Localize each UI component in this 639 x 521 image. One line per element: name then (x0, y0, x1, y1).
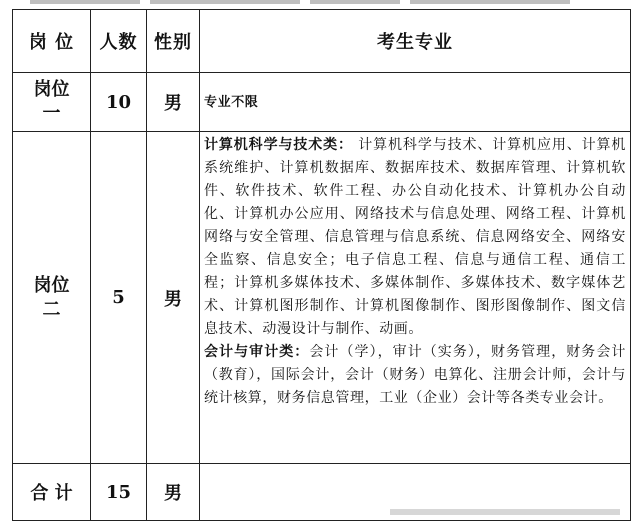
position-number: 一 (42, 103, 61, 124)
table-row (13, 73, 631, 132)
header-position: 岗 位 (13, 10, 91, 73)
position-label: 岗位 (33, 274, 70, 296)
gender-cell: 男 (147, 132, 200, 464)
category-label: 会计与审计类： (204, 344, 310, 360)
major-category-accounting (204, 341, 626, 410)
total-label: 合 计 (13, 464, 91, 521)
header-major: 考生专业 (200, 10, 631, 73)
count-cell: 10 (91, 73, 147, 132)
total-count: 15 (91, 464, 147, 521)
gender-cell: 男 (147, 73, 200, 132)
total-gender: 男 (147, 464, 200, 521)
major-cell (200, 132, 631, 464)
table-row (13, 132, 631, 464)
header-count: 人数 (91, 10, 147, 73)
position-number: 二 (42, 298, 61, 320)
header-gender: 性别 (147, 10, 200, 73)
position-label: 岗位 (33, 79, 70, 100)
position-cell (13, 73, 91, 132)
category-majors: 会计（学），审计（实务），财务管理，财务会计（教育），国际会计，会计（财务）电算化、注册会计师，会计与统计核算，财务信息管理，工业（企业）会计等各类专业会计。 (204, 344, 627, 406)
position-cell (13, 132, 91, 464)
major-category-computer (204, 134, 626, 341)
category-majors: 计算机科学与技术、计算机应用、计算机系统维护、计算机数据库、数据库技术、数据库管理、计算机软件、软件技术、软件工程、办公自动化技术、计算机办公自动化、计算机办公应用、网络技术与信息处理、网络工程、计算机网络与安全管理、信息管理与信息系统、信息网络安全、网络安全监察、信息安全；电子信息工程、信息与通信工程、通信工程；计算机多媒体技术、多媒体制作、多媒体技术、数字媒体艺术、计算机图形制作、计算机图像制作、图形图像制作、图文信息技术、动漫设计与制作、动画。 (204, 137, 627, 337)
category-label: 计算机科学与技术类： (204, 137, 353, 153)
header-row (13, 10, 631, 73)
cropped-bottom-text-strip (390, 509, 620, 515)
major-cell: 专业不限 (200, 73, 631, 132)
cropped-top-text-strip (0, 0, 639, 8)
recruitment-table (12, 9, 631, 521)
count-cell: 5 (91, 132, 147, 464)
